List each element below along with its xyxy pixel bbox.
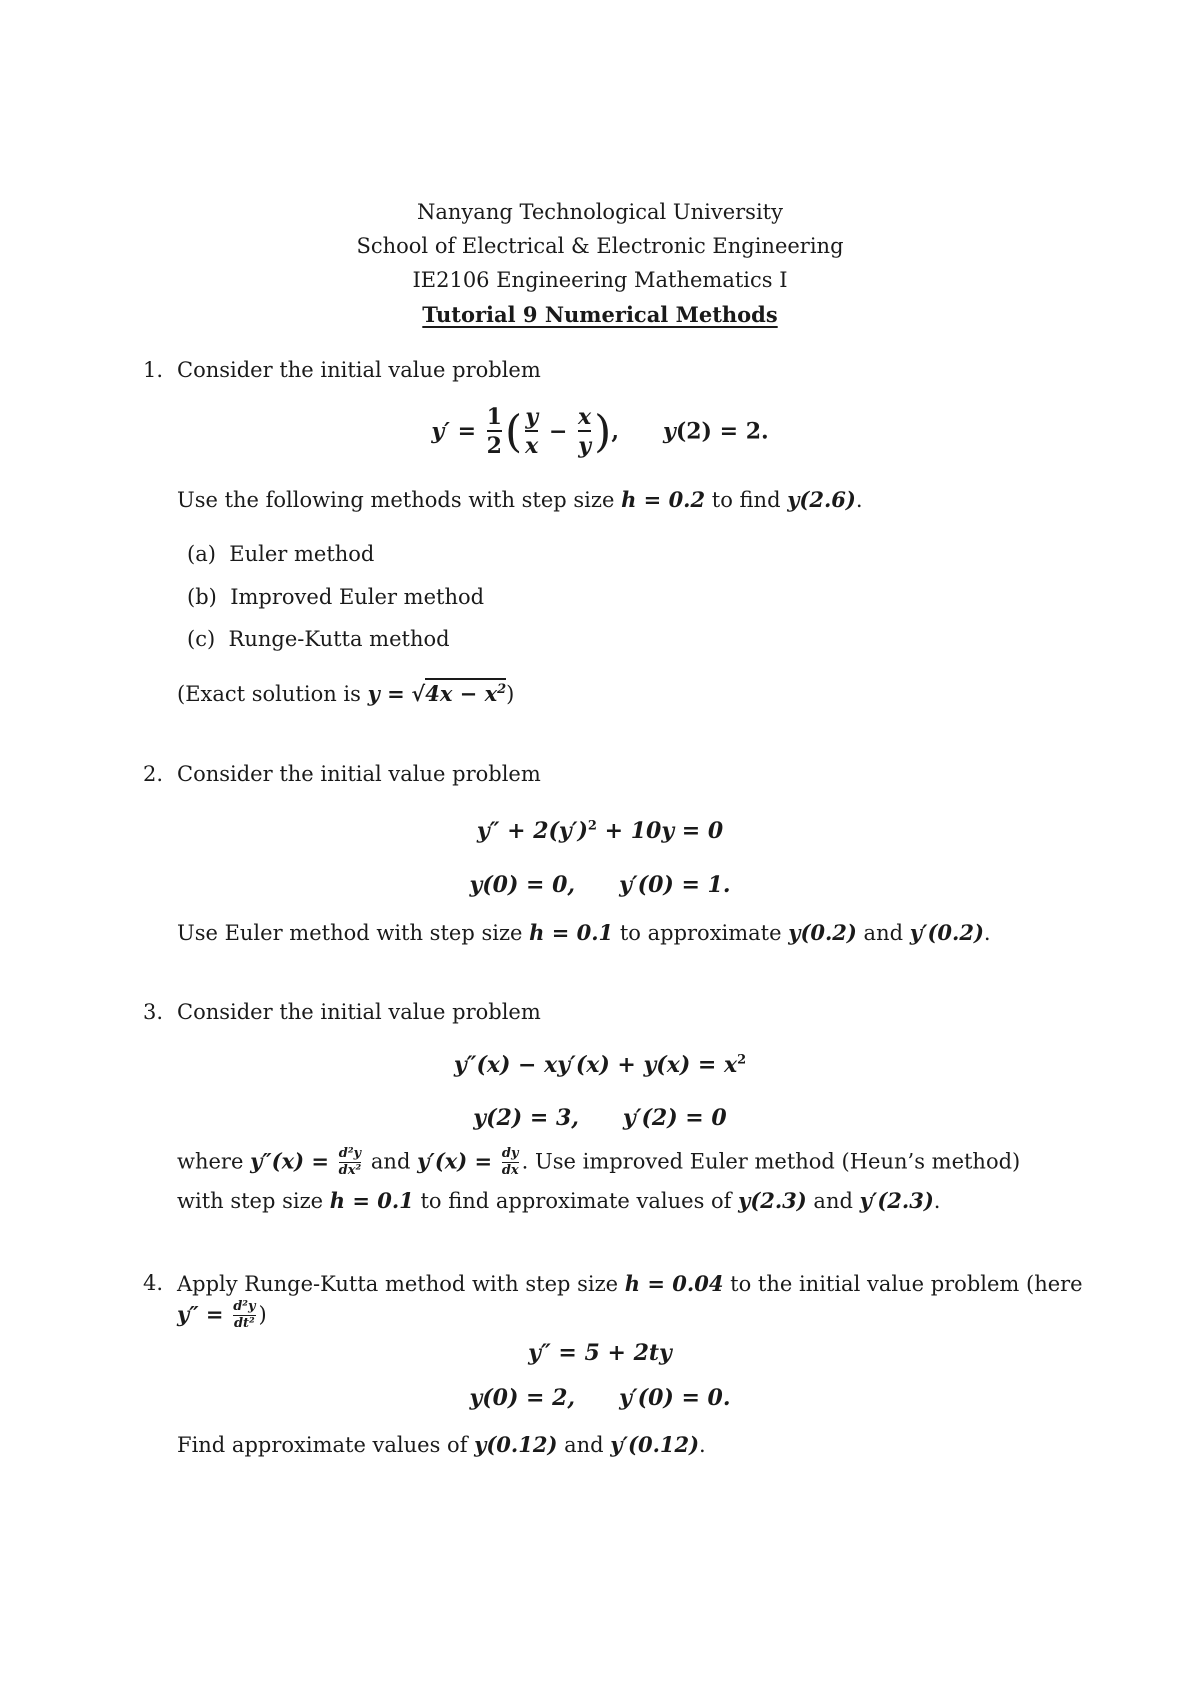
q4-step-size: h = 0.04 [624, 1271, 724, 1296]
q3-equation: $y''(x) - xy'(x) + y(x) = x^2$ [453, 1052, 747, 1078]
q1-method-b-text: Improved Euler method [230, 585, 485, 609]
q4-here-frac [233, 1300, 255, 1332]
q4-line1 [177, 1271, 1083, 1296]
q1-exact-radicand: 4x − x [425, 681, 498, 706]
q1-task [177, 487, 863, 512]
q1-step-size: h = 0.2 [621, 487, 706, 512]
q2-initial-conditions [0, 872, 1200, 898]
q4-number: 4. [143, 1271, 164, 1295]
q3-task-prefix: with step size [177, 1189, 324, 1213]
q1-intro: Consider the initial value problem [177, 358, 541, 382]
q2-task [177, 920, 991, 945]
q3-step-size: h = 0.1 [329, 1188, 414, 1213]
q2-task-mid: to approximate [619, 921, 782, 945]
q2-task-end: . [983, 921, 991, 945]
q4-target-1: y(0.12) [474, 1432, 558, 1457]
q4-here-den: dt² [233, 1315, 255, 1331]
q1-number: 1. [143, 358, 164, 382]
q4-ic2: y′(0) = 0. [619, 1385, 731, 1411]
q4-here-end: ) [258, 1302, 267, 1327]
q3-target-2: y′(2.3) [859, 1188, 934, 1213]
q2-task-prefix: Use Euler method with step size [177, 921, 523, 945]
q2-number: 2. [143, 762, 164, 786]
q2-intro: Consider the initial value problem [177, 762, 541, 786]
q2-eq-tail: + 10y = 0 [596, 818, 724, 844]
q3-where: where [177, 1149, 244, 1174]
q1-frac-y-over-x: $\frac{y}{x}$ [525, 404, 539, 460]
q3-number: 3. [143, 1000, 164, 1024]
q1-exact-lhs: y = [367, 681, 405, 706]
school-name: School of Electrical & Electronic Engineering [356, 234, 844, 258]
q2-equation: $y'' + 2(y')^2 + 10y = 0$ [476, 818, 724, 844]
q3-d2-num: d²y [338, 1146, 362, 1161]
q3-d2-lhs: y″(x) = [250, 1148, 329, 1174]
q4-task-end: . [699, 1433, 706, 1457]
q1-exact-solution: (Exact solution is $y = √4x - x^2$) [177, 681, 514, 706]
q4-initial-conditions [0, 1385, 1200, 1411]
q3-d2-frac [339, 1147, 362, 1179]
q4-equation [0, 1340, 1200, 1366]
q4-ic1: y(0) = 2, [469, 1385, 576, 1411]
q2-target-1: y(0.2) [788, 920, 857, 945]
q4-here-line [177, 1300, 267, 1332]
q3-line1-end: . Use improved Euler method (Heun’s method) [521, 1149, 1021, 1174]
q4-line1-prefix: Apply Runge-Kutta method with step size [177, 1272, 619, 1296]
q1-method-c-text: Runge-Kutta method [228, 627, 450, 651]
q2-step-size: h = 0.1 [529, 920, 614, 945]
q1-target: y(2.6) [787, 487, 856, 512]
q1-method-c-label: (c) [187, 627, 216, 651]
q4-task-prefix: Find approximate values of [177, 1433, 468, 1457]
q2-ic1: y(0) = 0, [469, 872, 576, 898]
q4-and: and [564, 1433, 604, 1457]
tutorial-title: Tutorial 9 Numerical Methods [422, 302, 778, 327]
q3-ic1: y(2) = 3, [473, 1105, 579, 1131]
q1-equation: y′ = $\frac{1}{2}$ ( $\frac{y}{x}$ − $\frac{x}{y}$ ), y(2) = 2. [431, 404, 769, 460]
q3-task [177, 1188, 940, 1213]
q1-task-mid: to find [711, 488, 781, 512]
q1-method-a-label: (a) [187, 542, 216, 566]
q2-target-2: y′(0.2) [909, 920, 984, 945]
q3-ic2: y′(2) = 0 [622, 1105, 727, 1131]
q3-and: and [370, 1149, 411, 1174]
q2-and: and [863, 921, 904, 945]
q3-d1-den: dx [501, 1162, 519, 1178]
q2-ic2: y′(0) = 1. [619, 872, 731, 898]
q3-d2-den: dx² [338, 1162, 362, 1178]
q1-frac-half: $\frac{1}{2}$ [486, 404, 502, 460]
q3-eq-main: y″(x) − xy′(x) + y(x) = x [453, 1052, 738, 1078]
q1-method-a-text: Euler method [229, 542, 375, 566]
q3-initial-conditions [0, 1105, 1200, 1131]
q1-frac-x-over-y: $\frac{x}{y}$ [578, 404, 592, 460]
q3-d1-frac [502, 1147, 519, 1179]
q3-target-1: y(2.3) [738, 1188, 807, 1213]
q1-method-b [187, 585, 484, 609]
q2-eq-main: y″ + 2(y′) [476, 818, 588, 844]
q3-intro: Consider the initial value problem [177, 1000, 541, 1024]
q1-exact-end: ) [506, 682, 515, 706]
q1-task-end: . [855, 488, 863, 512]
q1-method-c [187, 627, 450, 651]
q3-task-mid: to find approximate values of [420, 1189, 732, 1213]
q4-task [177, 1432, 706, 1457]
q3-and-2: and [813, 1189, 853, 1213]
q3-task-end: . [933, 1189, 941, 1213]
q4-target-2: y′(0.12) [610, 1432, 700, 1457]
q1-method-b-label: (b) [187, 585, 217, 609]
q1-exact-prefix: (Exact solution is [177, 682, 361, 706]
q1-method-a [187, 542, 374, 566]
q3-d1-num: dy [501, 1146, 519, 1161]
q1-task-prefix: Use the following methods with step size [177, 488, 615, 512]
q4-here-num: d²y [233, 1299, 256, 1314]
q4-line1-end: to the initial value problem (here [730, 1272, 1083, 1296]
university-name: Nanyang Technological University [417, 200, 783, 224]
q4-eq-main: y″ = 5 + 2ty [528, 1340, 672, 1366]
q3-where-line [177, 1147, 1020, 1179]
course-name: IE2106 Engineering Mathematics I [412, 268, 788, 292]
q3-d1-lhs: y′(x) = [417, 1148, 493, 1174]
q4-here-lhs: y″ = [177, 1301, 224, 1327]
